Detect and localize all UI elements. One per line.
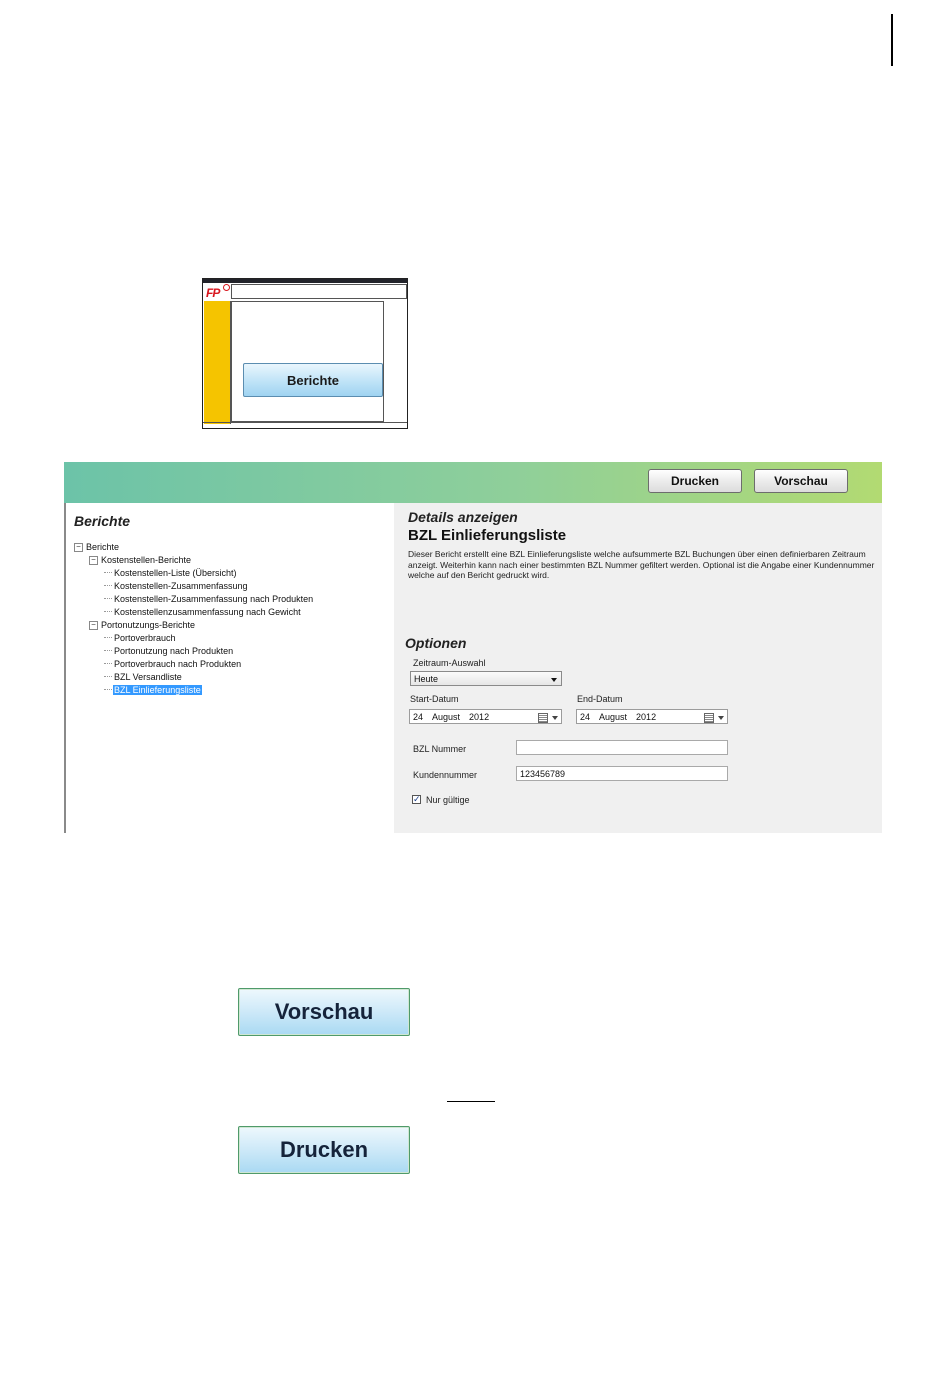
tree-connector (104, 598, 112, 599)
tree-node-label: Kostenstellenzusammenfassung nach Gewicht (114, 607, 301, 617)
tree-node-label: BZL Versandliste (114, 672, 182, 682)
start-day: 24 (413, 711, 424, 722)
logo-mark-icon (223, 284, 230, 291)
customer-number-input[interactable] (516, 766, 728, 781)
tree-connector (104, 650, 112, 651)
chevron-down-icon (551, 678, 557, 682)
start-year: 2012 (469, 711, 490, 722)
tree-leaf-node[interactable] (74, 580, 314, 593)
large-print-button[interactable]: Drucken (238, 1126, 410, 1174)
end-date-label: End-Datum (577, 694, 623, 704)
toolbar (64, 462, 882, 503)
start-date-label: Start-Datum (410, 694, 459, 704)
tree-node-label: Portoverbrauch (114, 633, 176, 643)
tree-connector (104, 676, 112, 677)
page-margin-rule (891, 14, 893, 66)
period-select-value: Heute (414, 673, 439, 684)
underline-mark (447, 1101, 495, 1102)
details-title: Details anzeigen (408, 509, 518, 525)
chevron-down-icon (718, 716, 724, 720)
tree-node-label: Kostenstellen-Liste (Übersicht) (114, 568, 237, 578)
tree-leaf-node[interactable] (74, 671, 314, 684)
tree-group-node[interactable] (74, 541, 314, 554)
report-list-pane (64, 503, 394, 833)
tree-node-label: Portoverbrauch nach Produkten (114, 659, 242, 669)
customer-number-label: Kundennummer (413, 770, 478, 780)
thumbnail-top-bar (203, 279, 407, 283)
tree-connector (104, 572, 112, 573)
end-day: 24 (580, 711, 591, 722)
end-year: 2012 (636, 711, 657, 722)
tree-connector (104, 585, 112, 586)
tree-leaf-node[interactable] (74, 606, 314, 619)
period-label: Zeitraum-Auswahl (413, 658, 486, 668)
valid-only-label: Nur gültige (426, 795, 470, 805)
thumbnail-content-area (231, 301, 384, 422)
tree-connector (104, 637, 112, 638)
reports-window (64, 462, 882, 833)
tree-connector (104, 611, 112, 612)
start-date-picker[interactable] (409, 709, 562, 724)
tree-node-label: BZL Einlieferungsliste (114, 685, 201, 695)
calendar-icon (704, 713, 714, 723)
tree-connector (104, 663, 112, 664)
end-month: August (599, 711, 628, 722)
tree-leaf-node[interactable] (74, 593, 314, 606)
tree-leaf-node[interactable] (74, 645, 314, 658)
valid-only-checkbox[interactable]: ✓ (413, 794, 421, 804)
home-screen-thumbnail (202, 278, 408, 429)
large-preview-button[interactable]: Vorschau (238, 988, 410, 1036)
tree-group-node[interactable] (74, 619, 314, 632)
fp-logo: FP (206, 286, 220, 300)
collapse-toggle-icon[interactable]: − (89, 621, 98, 630)
tree-leaf-node[interactable] (74, 658, 314, 671)
tree-node-label: Kostenstellen-Berichte (101, 555, 192, 565)
bzl-number-input[interactable] (516, 740, 728, 755)
thumbnail-status-bar (203, 422, 407, 428)
thumbnail-sidebar (204, 301, 231, 424)
report-list-title: Berichte (74, 513, 131, 529)
tree-group-node[interactable] (74, 554, 314, 567)
report-name: BZL Einlieferungsliste (408, 527, 567, 544)
start-month: August (432, 711, 461, 722)
tree-leaf-node[interactable] (74, 632, 314, 645)
period-select[interactable] (410, 671, 562, 686)
options-title: Optionen (405, 635, 467, 651)
tree-node-label: Kostenstellen-Zusammenfassung (114, 581, 248, 591)
tree-node-label: Kostenstellen-Zusammenfassung nach Produkten (114, 594, 314, 604)
tree-node-label: Portonutzung nach Produkten (114, 646, 234, 656)
bzl-number-label: BZL Nummer (413, 744, 467, 754)
thumbnail-title-field (231, 284, 407, 299)
report-description: Dieser Bericht erstellt eine BZL Einlieferungsliste welche aufsummerte BZL Buchungen über einen definierbaren Zeitraum anzeigt. Weiterhin kann nach einer bestimmten BZL Nummer gefiltert werden. Optional ist die Angabe einer Kundennummer welche auf den Bericht gedruckt wird. (408, 549, 875, 580)
report-tree (74, 541, 314, 697)
calendar-icon (538, 713, 548, 723)
details-pane (394, 503, 882, 833)
tree-node-label: Berichte (86, 542, 120, 552)
print-button[interactable]: Drucken (648, 469, 742, 493)
tree-leaf-node[interactable] (74, 567, 314, 580)
tree-node-label: Portonutzungs-Berichte (101, 620, 196, 630)
collapse-toggle-icon[interactable]: − (74, 543, 83, 552)
chevron-down-icon (552, 716, 558, 720)
berichte-button[interactable]: Berichte (243, 363, 383, 397)
preview-button[interactable]: Vorschau (754, 469, 848, 493)
end-date-picker[interactable] (576, 709, 728, 724)
tree-leaf-node[interactable] (74, 684, 314, 697)
tree-connector (104, 689, 112, 690)
collapse-toggle-icon[interactable]: − (89, 556, 98, 565)
